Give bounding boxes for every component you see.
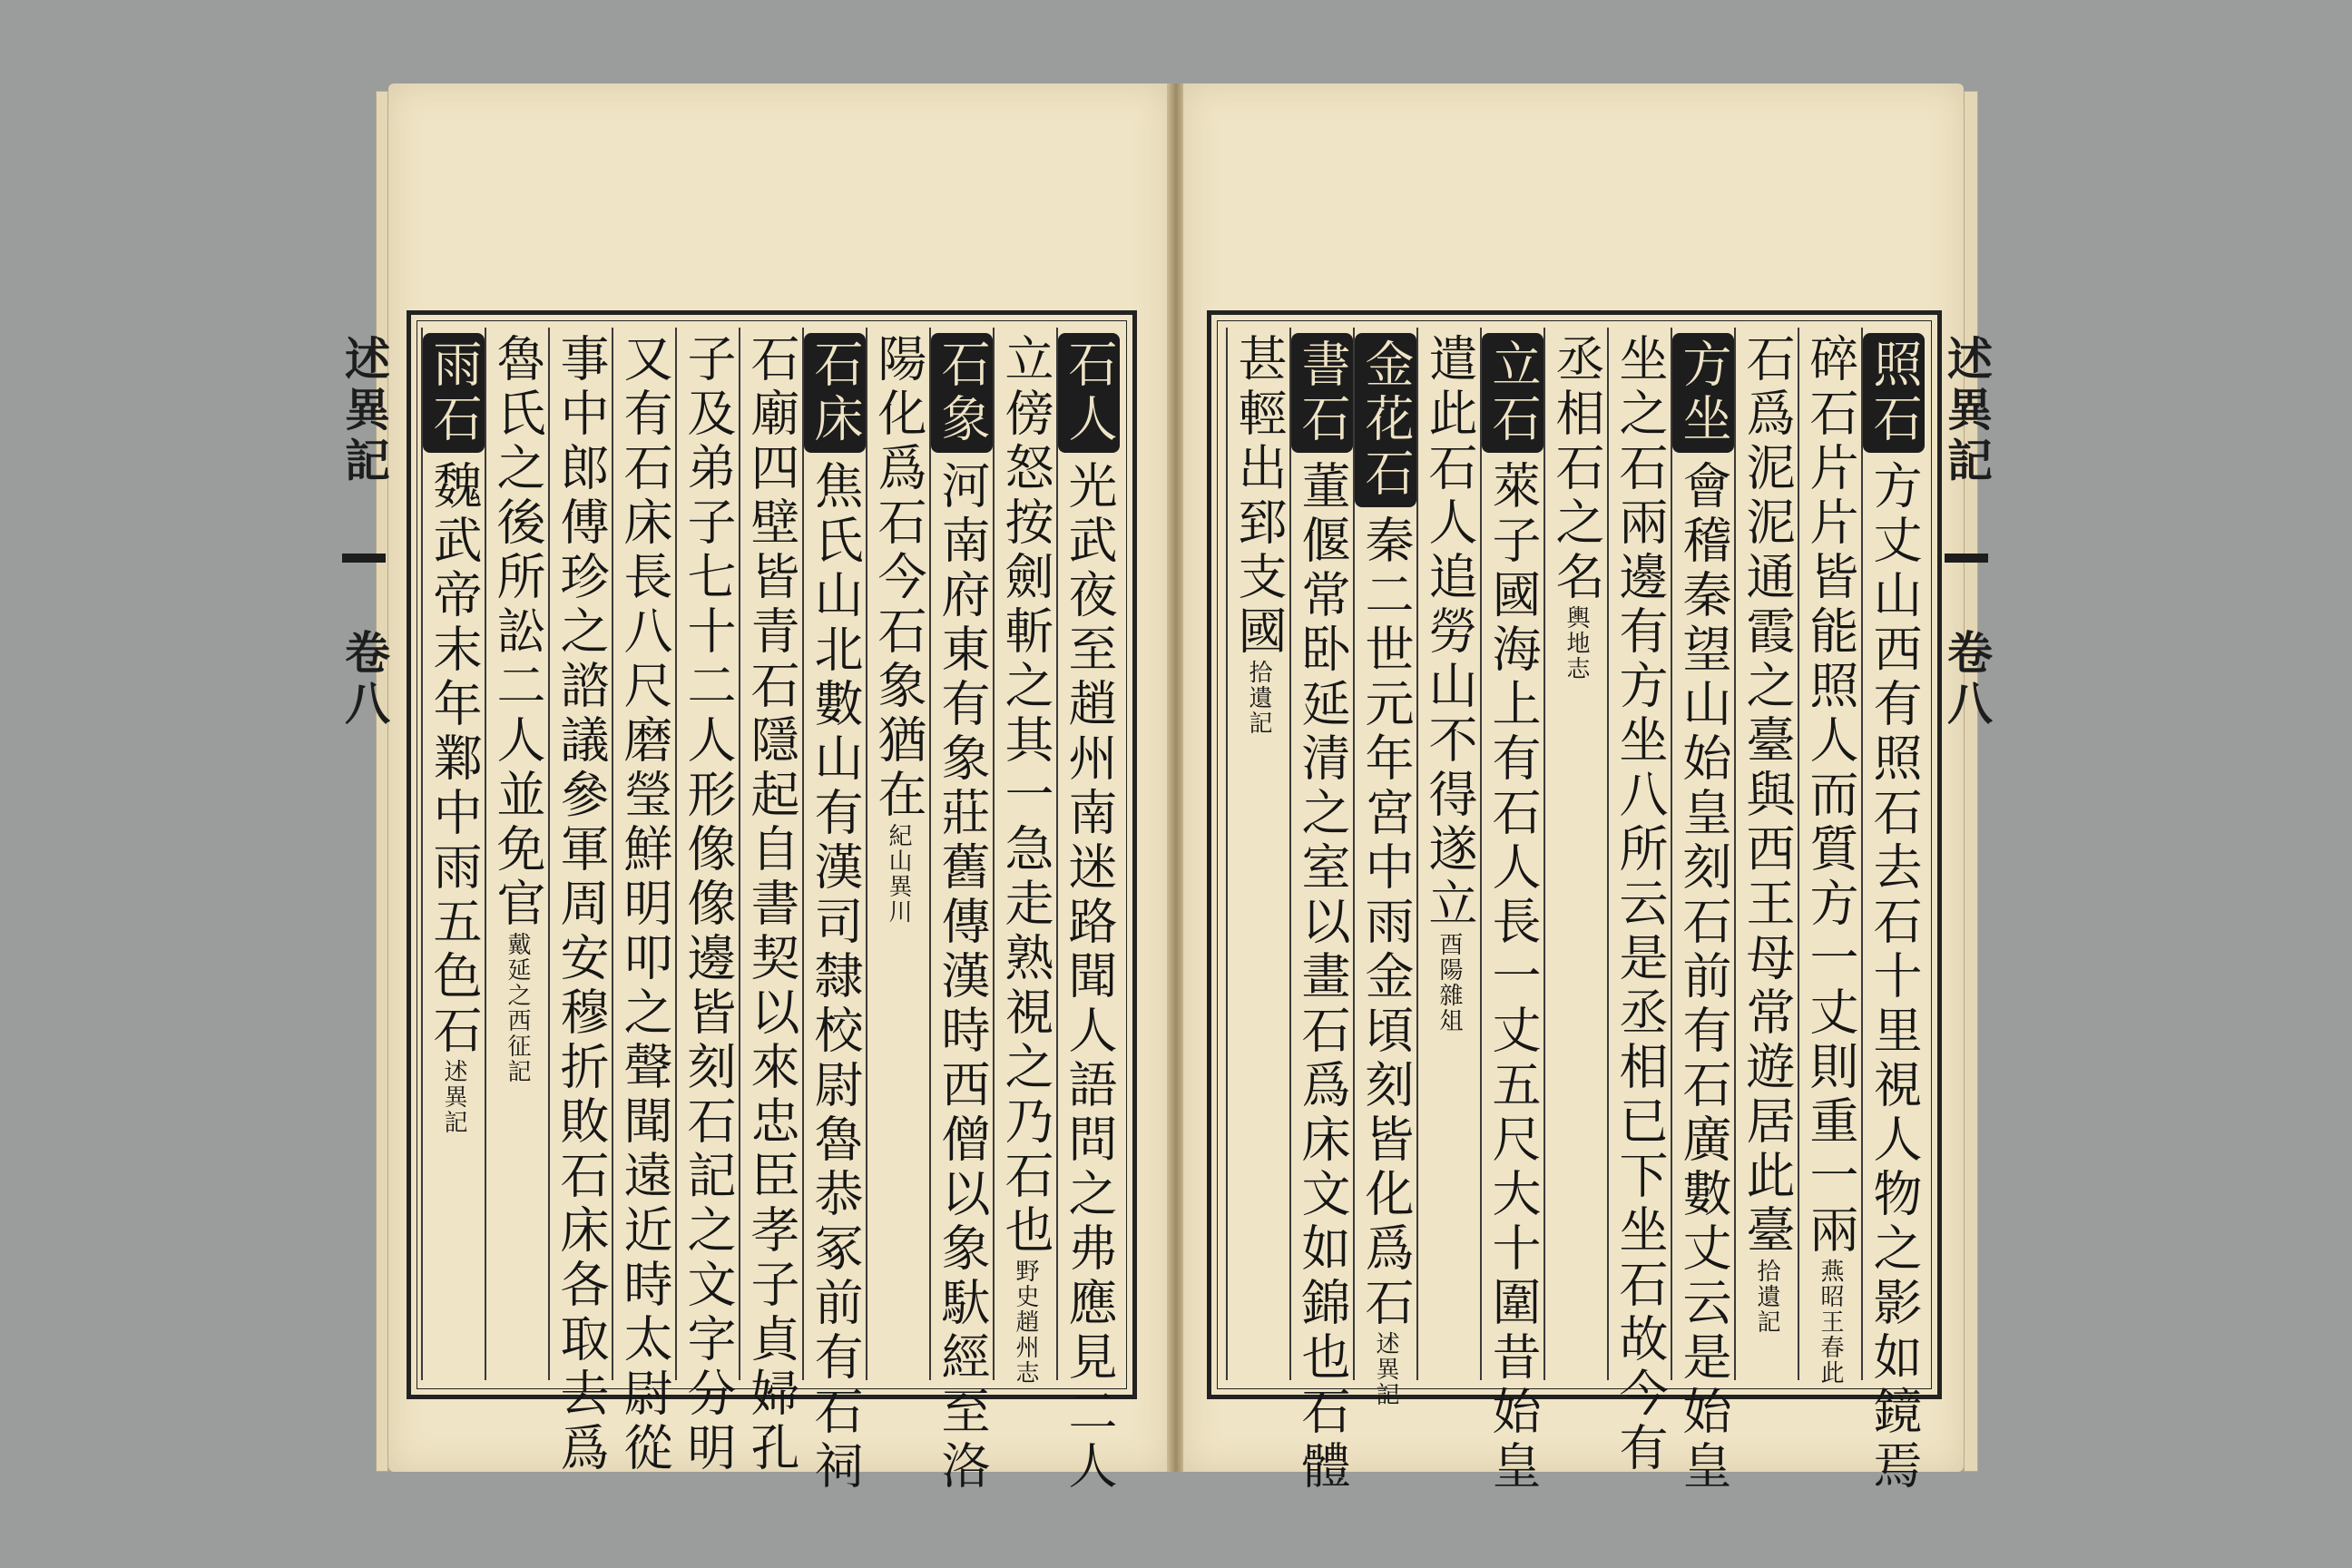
text-column xyxy=(1418,333,1480,1377)
column-rule xyxy=(993,328,995,1380)
column-rule xyxy=(1289,328,1291,1380)
entry-heading: 雨石 xyxy=(423,333,485,453)
entry-heading: 石人 xyxy=(1058,333,1120,453)
column-text: 陽化爲石今石象猶在 xyxy=(870,333,927,823)
right-page-banner xyxy=(1940,335,1999,1369)
column-text: 甚輕出郅支國 xyxy=(1230,333,1288,660)
column-text: 坐之石兩邊有方坐八所云是丞相已下坐石故今有 xyxy=(1612,333,1669,1476)
column-text: 碎石片片皆能照人而質方一丈則重一兩 xyxy=(1802,333,1859,1259)
source-note: 酉陽雜俎 xyxy=(1436,932,1463,1034)
banner-volume: 卷八 xyxy=(338,629,391,730)
source-note: 述異記 xyxy=(440,1059,467,1135)
text-column xyxy=(677,333,739,1476)
column-text: 萊子國海上有石人長一丈五尺大十圍昔始皇 xyxy=(1485,460,1542,1494)
column-rule xyxy=(1798,328,1799,1380)
text-column xyxy=(931,333,993,1494)
source-note: 戴延之西征記 xyxy=(504,932,531,1084)
column-rule xyxy=(421,328,423,1380)
column-text: 丞相石之名 xyxy=(1548,333,1605,605)
text-column xyxy=(1736,333,1798,1377)
banner-title: 述異記 xyxy=(338,335,391,487)
text-column xyxy=(1482,333,1544,1494)
column-rule xyxy=(1734,328,1736,1380)
banner-volume: 卷八 xyxy=(1940,629,1994,730)
column-text: 石廟四壁皆青石隱起自書契以來忠臣孝子貞婦孔 xyxy=(743,333,800,1476)
column-text: 事中郎傅珍之諮議參軍周安穆折敗石床各取去爲 xyxy=(553,333,610,1476)
text-column xyxy=(995,333,1056,1386)
column-text: 石爲泥泥通霞之臺與西王母常遊居此臺 xyxy=(1739,333,1796,1259)
source-note: 紀山異川 xyxy=(885,823,912,925)
source-note: 輿地志 xyxy=(1563,605,1590,681)
column-text: 立傍怒按劍斬之其一急走熟視之乃石也 xyxy=(997,333,1054,1259)
column-rule xyxy=(675,328,677,1380)
column-rule xyxy=(739,328,740,1380)
open-book xyxy=(338,83,1994,1499)
column-rule xyxy=(548,328,550,1380)
right-page xyxy=(1183,83,1994,1494)
column-text: 光武夜至趙州南迷路聞人語問之弗應見二人 xyxy=(1061,460,1118,1494)
fishtail-mark xyxy=(1945,554,1988,563)
text-column xyxy=(1228,333,1289,1377)
column-rule xyxy=(1607,328,1609,1380)
banner-title: 述異記 xyxy=(1940,335,1994,487)
column-text: 河南府東有象莊舊傳漢時西僧以象馱經至洛 xyxy=(934,460,991,1494)
left-page xyxy=(338,83,1169,1494)
right-text-frame xyxy=(1207,310,1994,1494)
text-column xyxy=(1355,333,1416,1407)
source-note: 燕昭王春此 xyxy=(1817,1259,1844,1386)
text-column xyxy=(486,333,548,1377)
text-column xyxy=(423,333,485,1377)
text-column xyxy=(1058,333,1120,1494)
column-text: 董偃常卧延清之室以畫石爲床文如錦也石體 xyxy=(1294,460,1351,1494)
left-page-banner xyxy=(338,335,397,1369)
entry-heading: 石象 xyxy=(931,333,993,453)
text-column xyxy=(1545,333,1607,1377)
text-column xyxy=(1863,333,1925,1494)
source-note: 拾遺記 xyxy=(1245,660,1272,736)
text-column xyxy=(1291,333,1353,1494)
column-text: 會稽秦望山始皇刻石前有石廣數丈云是始皇 xyxy=(1675,460,1732,1494)
text-column xyxy=(1609,333,1671,1476)
column-text: 焦氏山北數山有漢司隸校尉魯恭冢前有石祠 xyxy=(807,460,864,1494)
column-text: 又有石床長八尺磨瑩鮮明叩之聲聞遠近時太尉從 xyxy=(616,333,673,1476)
text-column xyxy=(867,333,929,1377)
column-rule xyxy=(802,328,804,1380)
column-rule xyxy=(1671,328,1672,1380)
book-gutter xyxy=(1167,83,1185,1472)
column-rule xyxy=(1480,328,1482,1380)
column-rule xyxy=(929,328,931,1380)
column-rule xyxy=(1416,328,1418,1380)
entry-heading: 照石 xyxy=(1863,333,1925,453)
column-rule xyxy=(1226,328,1228,1380)
column-rule xyxy=(1056,328,1058,1380)
text-column xyxy=(1672,333,1734,1494)
entry-heading: 方坐 xyxy=(1672,333,1734,453)
column-text: 魯氏之後所訟二人並免官 xyxy=(489,333,546,932)
source-note: 拾遺記 xyxy=(1753,1259,1780,1335)
column-text: 魏武帝末年鄴中雨五色石 xyxy=(426,460,483,1059)
column-text: 子及弟子七十二人形像像邊皆刻石記之文字分明 xyxy=(680,333,737,1476)
text-column xyxy=(740,333,802,1476)
column-rule xyxy=(612,328,613,1380)
column-text: 秦二世元年宮中雨金頃刻皆化爲石 xyxy=(1357,514,1415,1331)
entry-heading: 書石 xyxy=(1291,333,1353,453)
column-rule xyxy=(866,328,867,1380)
fishtail-mark xyxy=(342,554,386,563)
column-text: 方丈山西有照石去石十里視人物之影如鏡焉 xyxy=(1866,460,1923,1494)
text-column xyxy=(613,333,675,1476)
column-rule xyxy=(1353,328,1355,1380)
source-note: 野史趙州志 xyxy=(1012,1259,1039,1386)
column-rule xyxy=(1544,328,1545,1380)
entry-heading: 金花石 xyxy=(1355,333,1416,507)
column-text: 遣此石人追勞山不得遂立 xyxy=(1421,333,1478,932)
source-note: 述異記 xyxy=(1372,1331,1399,1407)
text-column xyxy=(550,333,612,1476)
column-rule xyxy=(1861,328,1863,1380)
text-column xyxy=(1799,333,1861,1386)
left-text-frame xyxy=(338,310,1137,1494)
column-rule xyxy=(485,328,486,1380)
entry-heading: 石床 xyxy=(804,333,866,453)
entry-heading: 立石 xyxy=(1482,333,1544,453)
text-column xyxy=(804,333,866,1494)
